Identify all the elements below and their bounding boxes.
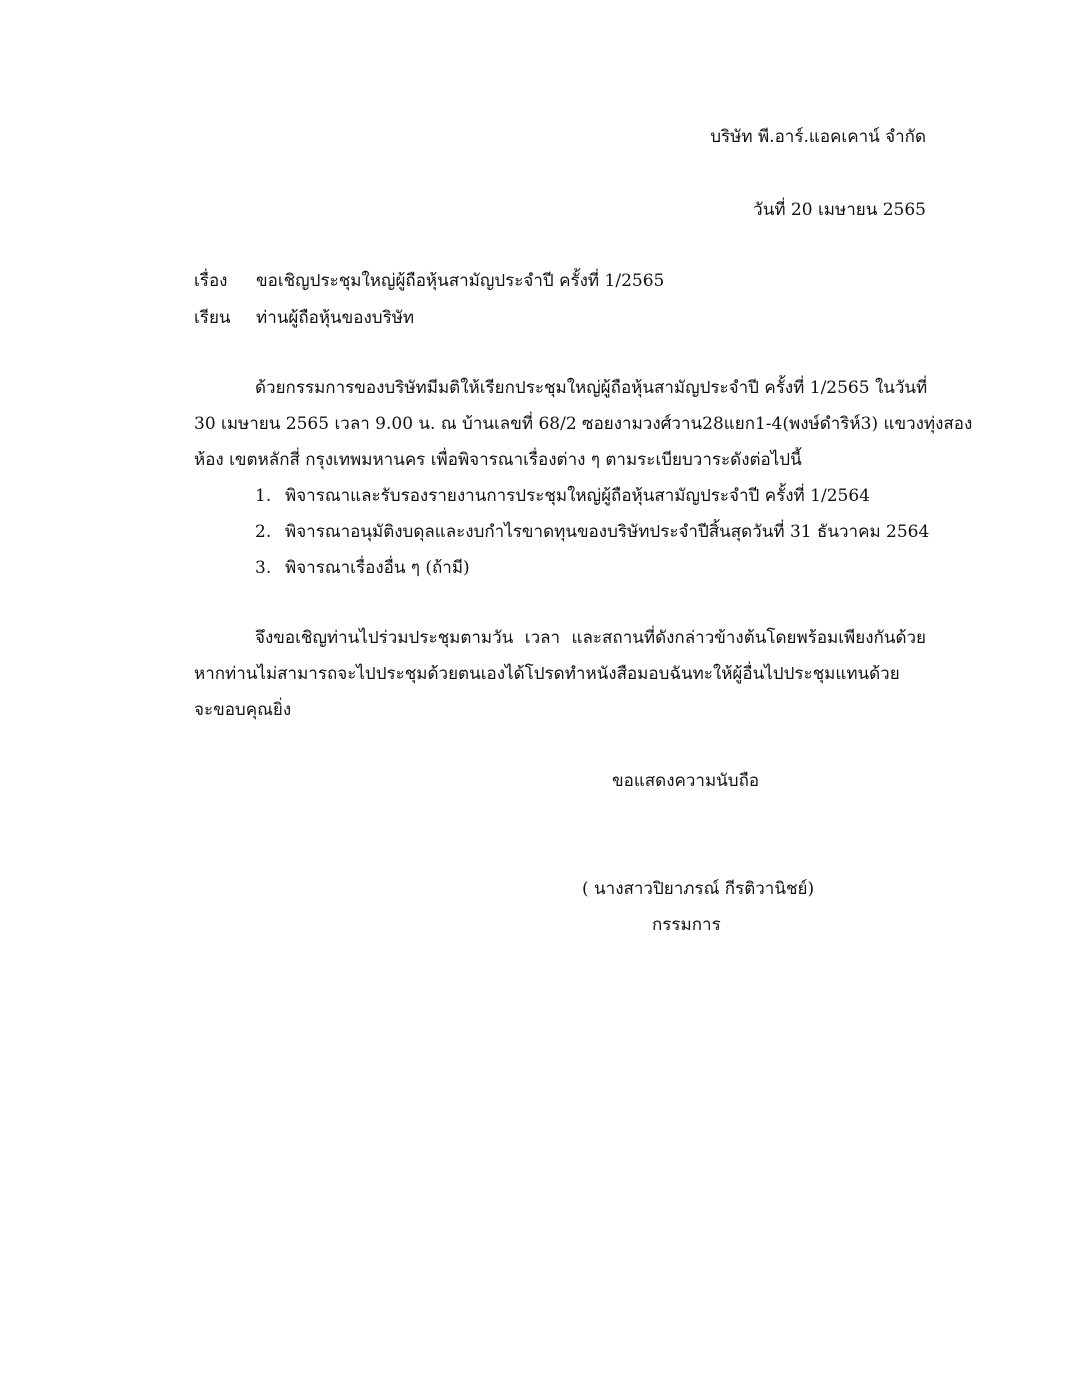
invitation-line-3: จะขอบคุณยิ่ง bbox=[194, 700, 292, 720]
intro-line-2: 30 เมษายน 2565 เวลา 9.00 น. ณ บ้านเลขที่ 68/2 ซอยงามวงศ์วาน28แยก1-4(พงษ์ดำริห์3) แขวงทุ่งสอง bbox=[194, 414, 973, 434]
recipient-label: เรียน bbox=[194, 308, 231, 328]
signer-title: กรรมการ bbox=[652, 915, 721, 935]
agenda-item bbox=[255, 484, 870, 508]
agenda-item bbox=[255, 520, 929, 544]
closing-regards: ขอแสดงความนับถือ bbox=[612, 771, 760, 791]
agenda-item-number: 3. bbox=[255, 558, 272, 578]
recipient-line bbox=[194, 306, 414, 330]
invitation-line-2: หากท่านไม่สามารถจะไปประชุมด้วยตนเองได้โปรดทำหนังสือมอบฉันทะให้ผู้อื่นไปประชุมแทนด้วย bbox=[194, 664, 900, 684]
agenda-item-text: พิจารณาและรับรองรายงานการประชุมใหญ่ผู้ถือหุ้นสามัญประจำปี ครั้งที่ 1/2564 bbox=[285, 486, 870, 506]
signer-name: ( นางสาวปิยาภรณ์ กีรติวานิชย์) bbox=[582, 879, 815, 899]
company-name: บริษัท พี.อาร์.แอคเคาน์ จำกัด bbox=[710, 127, 926, 147]
subject-line bbox=[194, 269, 664, 293]
subject-text: ขอเชิญประชุมใหญ่ผู้ถือหุ้นสามัญประจำปี ครั้งที่ 1/2565 bbox=[256, 271, 665, 291]
agenda-item bbox=[255, 556, 470, 580]
agenda-item-number: 2. bbox=[255, 522, 272, 542]
agenda-item-text: พิจารณาเรื่องอื่น ๆ (ถ้ามี) bbox=[285, 558, 470, 578]
subject-label: เรื่อง bbox=[194, 271, 228, 291]
letter-date: วันที่ 20 เมษายน 2565 bbox=[753, 200, 926, 220]
intro-line-1: ด้วยกรรมการของบริษัทมีมติให้เรียกประชุมใหญ่ผู้ถือหุ้นสามัญประจำปี ครั้งที่ 1/2565 ในวันที่ bbox=[255, 378, 928, 398]
intro-line-3: ห้อง เขตหลักสี่ กรุงเทพมหานคร เพื่อพิจารณาเรื่องต่าง ๆ ตามระเบียบวาระดังต่อไปนี้ bbox=[194, 450, 802, 470]
recipient-text: ท่านผู้ถือหุ้นของบริษัท bbox=[256, 308, 415, 328]
agenda-item-number: 1. bbox=[255, 486, 272, 506]
agenda-item-text: พิจารณาอนุมัติงบดุลและงบกำไรขาดทุนของบริษัทประจำปีสิ้นสุดวันที่ 31 ธันวาคม 2564 bbox=[285, 522, 930, 542]
invitation-line-1: จึงขอเชิญท่านไปร่วมประชุมตามวัน เวลา และสถานที่ดังกล่าวข้างต้นโดยพร้อมเพียงกันด้วย bbox=[255, 628, 926, 648]
